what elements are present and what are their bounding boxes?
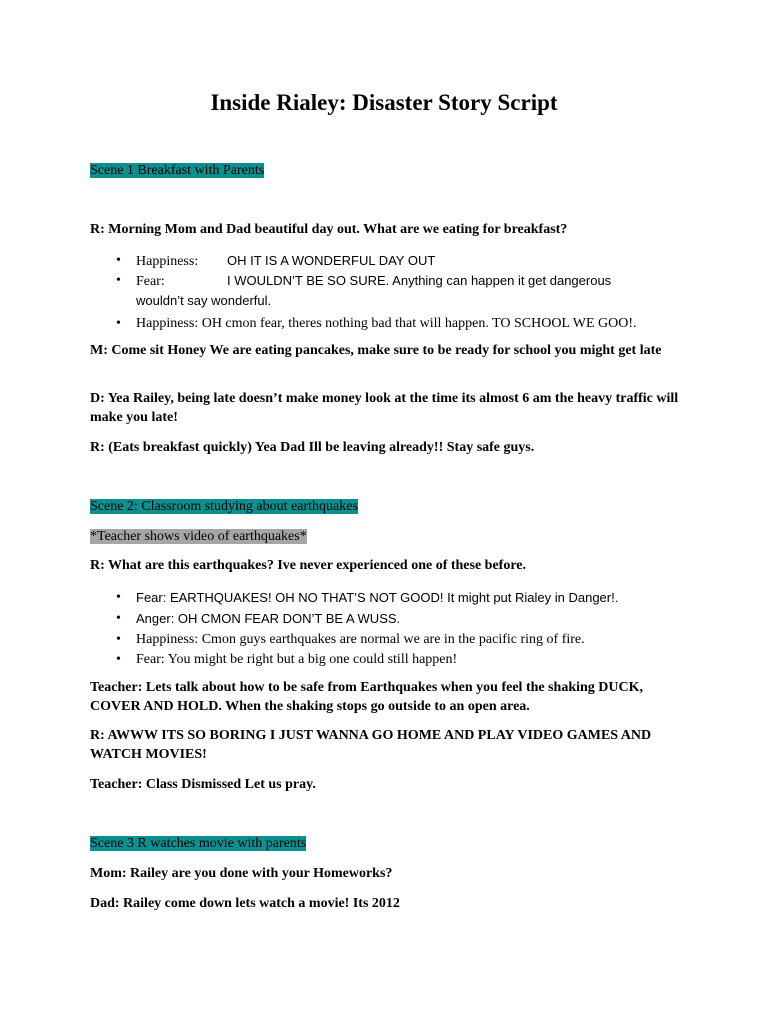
emotion-line: Fear: EARTHQUAKES! OH NO THAT’S NOT GOOD! It might put Rialey in Danger!.	[136, 590, 619, 605]
scene3-heading-text: Scene 3 R watches movie with parents	[90, 836, 307, 851]
list-item	[116, 251, 686, 271]
scene1-heading-text: Scene 1 Breakfast with Parents	[90, 163, 265, 178]
emotion-line: Fear: You might be right but a big one could still happen!	[136, 652, 458, 667]
scene2-emotion-list	[116, 588, 686, 669]
emotion-line: I WOULDN’T BE SO SURE. Anything can happen it get dangerous	[227, 273, 612, 288]
speaker-label: Fear:	[136, 274, 165, 289]
list-item	[116, 630, 686, 649]
emotion-line: OH IT IS A WONDERFUL DAY OUT	[227, 253, 436, 268]
scene2-teacher-line: Teacher: Lets talk about how to be safe from Earthquakes when you feel the shaking DUCK, COVER AND HOLD. When the shaking stops go outside to an open area.	[90, 680, 644, 714]
scene2-heading-text: Scene 2: Classroom studying about earthquakes	[90, 499, 358, 514]
emotion-line: Anger: OH CMON FEAR DON’T BE A WUSS.	[136, 611, 401, 626]
scene1-r-line: R: Morning Mom and Dad beautiful day out. What are we eating for breakfast?	[90, 222, 568, 237]
stage-direction-text: *Teacher shows video of earthquakes*	[90, 529, 307, 544]
scene1-d-line: D: Yea Railey, being late doesn’t make money look at the time its almost 6 am the heavy traffic will make you late!	[90, 391, 679, 425]
list-item	[116, 650, 686, 669]
scene2-r-line: R: What are this earthquakes? Ive never experienced one of these before.	[90, 558, 527, 573]
list-item	[116, 588, 686, 608]
document-title: Inside Rialey: Disaster Story Script	[210, 90, 558, 115]
scene2-heading	[90, 498, 682, 516]
emotion-line: Happiness: Cmon guys earthquakes are normal we are in the pacific ring of fire.	[136, 632, 585, 647]
scene1-r-line2: R: (Eats breakfast quickly) Yea Dad Ill be leaving already!! Stay safe guys.	[90, 440, 535, 455]
scene3-dad-line: Dad: Railey come down lets watch a movie! Its 2012	[90, 896, 400, 911]
scene2-direction	[90, 528, 682, 546]
scene1-heading	[90, 162, 682, 180]
scene2-r-line2: R: AWWW ITS SO BORING I JUST WANNA GO HOME AND PLAY VIDEO GAMES AND WATCH MOVIES!	[90, 728, 652, 762]
scene2-teacher-line2: Teacher: Class Dismissed Let us pray.	[90, 777, 316, 792]
speaker-label: Happiness:	[136, 254, 199, 269]
emotion-line: Happiness: OH cmon fear, theres nothing bad that will happen. TO SCHOOL WE GOO!.	[136, 316, 637, 331]
list-item	[116, 314, 686, 333]
list-item	[116, 271, 686, 311]
scene3-mom-line: Mom: Railey are you done with your Homeworks?	[90, 866, 393, 881]
emotion-line-continued: wouldn’t say wonderful.	[136, 293, 272, 308]
scene3-heading	[90, 835, 682, 853]
list-item	[116, 609, 686, 629]
scene1-m-line: M: Come sit Honey We are eating pancakes, make sure to be ready for school you might get late	[90, 343, 662, 358]
scene1-emotion-list	[116, 251, 686, 333]
